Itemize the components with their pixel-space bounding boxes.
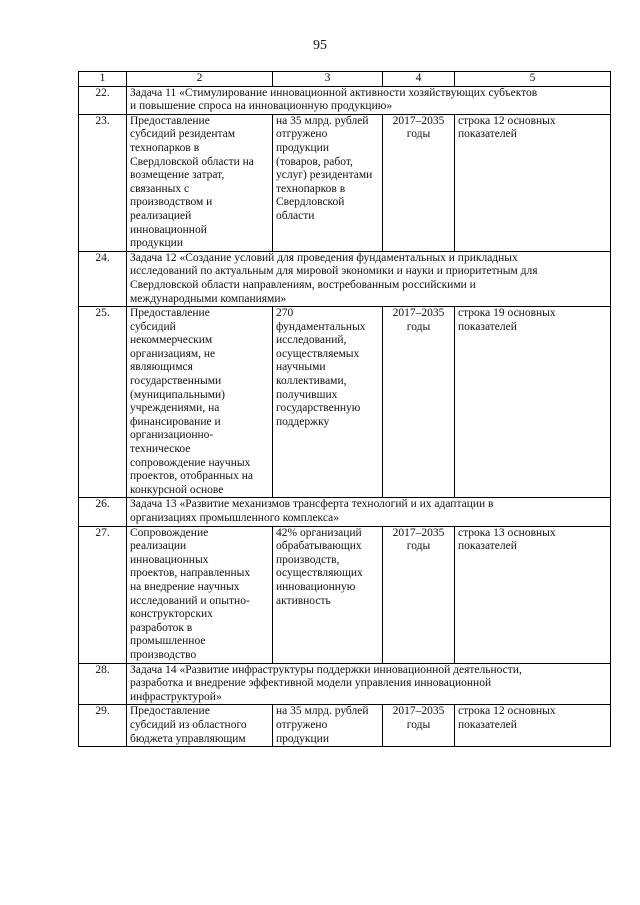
task-row [79,663,611,705]
table-header-row [79,72,611,87]
row-number: 25. [79,307,127,498]
program-table [78,71,611,747]
task-row [79,498,611,526]
task-title: Задача 14 «Развитие инфраструктуры поддержки инновационной деятельности, разработка и внедрение эффективной модели управления инновационной инфраструктурой» [127,663,611,705]
result-cell: 42% организаций обрабатывающих производств, осуществляющих инновационную активность [273,526,383,663]
activity-cell: Сопровождение реализации инновационных проектов, направленных на внедрение научных исследований и опытно- конструкторских разработок в промышленное производство [127,526,273,663]
row-number: 28. [79,663,127,705]
indicator-cell: строка 19 основных показателей [455,307,611,498]
task-title: Задача 11 «Стимулирование инновационной активности хозяйствующих субъектов и повышение спроса на инновационную продукцию» [127,86,611,114]
header-cell: 5 [455,72,611,87]
header-cell: 4 [383,72,455,87]
row-number: 27. [79,526,127,663]
task-row [79,86,611,114]
result-cell: на 35 млрд. рублей отгружено продукции (товаров, работ, услуг) резидентами технопарков в Свердловской области [273,114,383,251]
result-cell: на 35 млрд. рублей отгружено продукции [273,705,383,747]
header-cell: 2 [127,72,273,87]
indicator-cell: строка 13 основных показателей [455,526,611,663]
task-row [79,251,611,306]
header-cell: 3 [273,72,383,87]
header-cell: 1 [79,72,127,87]
indicator-cell: строка 12 основных показателей [455,114,611,251]
indicator-cell: строка 12 основных показателей [455,705,611,747]
task-title: Задача 13 «Развитие механизмов трансферта технологий и их адаптации в организациях промышленного комплекса» [127,498,611,526]
row-number: 29. [79,705,127,747]
row-number: 24. [79,251,127,306]
page-number: 95 [313,38,327,53]
row-number: 22. [79,86,127,114]
table-row [79,705,611,747]
row-number: 26. [79,498,127,526]
activity-cell: Предоставление субсидий резидентам технопарков в Свердловской области на возмещение затрат, связанных с производством и реализацией инновационной продукции [127,114,273,251]
activity-cell: Предоставление субсидий некоммерческим организациям, не являющимся государственными (муниципальными) учреждениями, на финансирование и организационно- техническое сопровождение научных проектов, отобранных на конкурсной основе [127,307,273,498]
table-row [79,526,611,663]
table-row [79,307,611,498]
activity-cell: Предоставление субсидий из областного бюджета управляющим [127,705,273,747]
period-cell: 2017–2035 годы [383,307,455,498]
task-title: Задача 12 «Создание условий для проведения фундаментальных и прикладных исследований по актуальным для мировой экономики и науки и приоритетным для Свердловской области направлениям, востребованным российскими и международными компаниями» [127,251,611,306]
period-cell: 2017–2035 годы [383,114,455,251]
row-number: 23. [79,114,127,251]
table-row [79,114,611,251]
period-cell: 2017–2035 годы [383,526,455,663]
table-body [79,72,611,747]
period-cell: 2017–2035 годы [383,705,455,747]
result-cell: 270 фундаментальных исследований, осуществляемых научными коллективами, получивших государственную поддержку [273,307,383,498]
